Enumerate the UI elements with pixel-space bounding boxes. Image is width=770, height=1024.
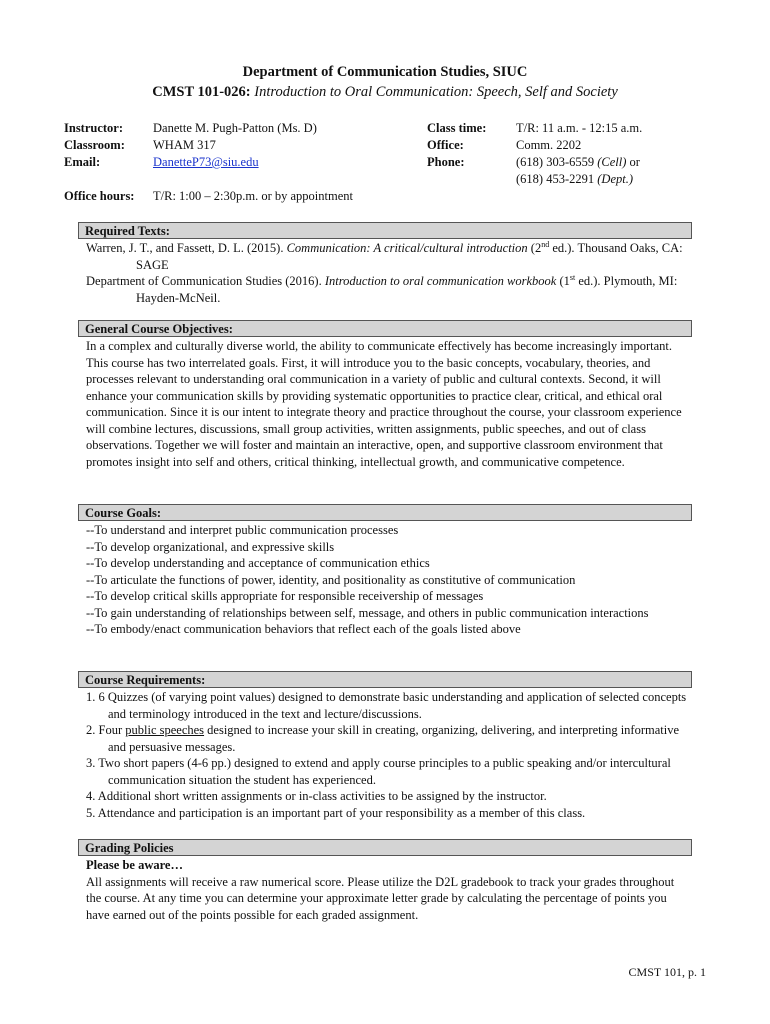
objectives-text: In a complex and culturally diverse world, the ability to communicate effectively has become increasingly important. This course has two interrelated goals. First, it will introduce you to the basic concepts, vocabulary, theories, and processes relevant to understanding oral communication in a variety of public and cultural contexts. Second, it will enhance your communication skills by providing systematic opportunities to practice clear, critical, and ethical oral communication. Since it is our intent to integrate theory and practice throughout the course, your classroom experience will combine lectures, discussions, small group activities, written assignments, public speeches, and out of class observations. Together we will foster and maintain an interactive, open, and supportive classroom environment that promotes insight into self and others, critical thinking, intellectual growth, and communicative competence. xyxy=(86,339,682,469)
goal-item: --To gain understanding of relationships between self, message, and others in public communication interactions xyxy=(86,605,649,620)
requirement-papers: 3. Two short papers (4-6 pp.) designed to extend and apply course principles to a public speaking and/or intercultural communication situation the student has experienced. xyxy=(86,756,671,787)
class-time-value: T/R: 11 a.m. - 12:15 a.m. xyxy=(516,121,643,135)
phone-label: Phone: xyxy=(427,155,465,169)
goal-item: --To embody/enact communication behaviors that reflect each of the goals listed above xyxy=(86,622,521,636)
ref1-publisher: ed.). Thousand Oaks, CA: SAGE xyxy=(136,241,683,272)
course-code: CMST 101-026: xyxy=(152,84,251,100)
office-label: Office: xyxy=(427,138,464,152)
ref2-edition: (1 xyxy=(556,274,570,288)
requirements-heading: Course Requirements: xyxy=(78,671,692,688)
course-title-line xyxy=(0,84,770,101)
course-title: Introduction to Oral Communication: Speech, Self and Society xyxy=(254,84,618,100)
phone-or: or xyxy=(629,155,640,169)
email-label: Email: xyxy=(64,155,101,169)
requirement-quizzes: 1. 6 Quizzes (of varying point values) designed to demonstrate basic understanding and application of selected concepts and terminology introduced in the text and lecture/discussions. xyxy=(86,690,687,721)
ref2-authors: Department of Communication Studies (2016). xyxy=(86,274,325,288)
req2-suffix: designed to increase your skill in creating, organizing, delivering, and interpreting informative and persuasive messages. xyxy=(108,723,680,754)
req2-prefix: 2. Four xyxy=(86,723,126,737)
required-texts-heading: Required Texts: xyxy=(78,222,692,239)
phone-dept-tag: (Dept.) xyxy=(597,172,633,186)
ref2-title: Introduction to oral communication workbook xyxy=(324,274,557,288)
classroom-label: Classroom: xyxy=(64,138,125,152)
phone-dept xyxy=(516,171,633,188)
goals-section xyxy=(78,504,692,638)
required-texts-section xyxy=(78,222,692,306)
goal-item: --To develop understanding and acceptance of communication ethics xyxy=(86,556,430,570)
ref2-sup: st xyxy=(569,272,576,282)
grading-text: All assignments will receive a raw numerical score. Please utilize the D2L gradebook to track your grades throughout the course. At any time you can determine your approximate letter grade by calculating the percentage of points you have earned out of the points possible for each graded assignment. xyxy=(86,874,675,922)
requirement-attendance: 5. Attendance and participation is an important part of your responsibility as a member of this class. xyxy=(86,805,586,820)
requirement-speeches xyxy=(86,722,692,755)
office-value: Comm. 2202 xyxy=(516,138,582,152)
phone-dept-number: (618) 453-2291 xyxy=(516,172,595,186)
goal-item: --To articulate the functions of power, identity, and positionality as constitutive of communication xyxy=(86,572,576,587)
ref1-edition: (2 xyxy=(527,241,542,255)
req2-underlined: public speeches xyxy=(125,723,205,737)
ref2-publisher: ed.). Plymouth, MI: Hayden-McNeil. xyxy=(136,274,678,305)
department-title: Department of Communication Studies, SIUC xyxy=(242,64,528,80)
office-hours-label: Office hours: xyxy=(64,189,135,203)
ref1-authors: Warren, J. T., and Fassett, D. L. (2015). xyxy=(86,241,287,255)
phone-cell xyxy=(516,154,640,171)
phone-cell-number: (618) 303-6559 xyxy=(516,155,595,169)
grading-subheading: Please be aware… xyxy=(86,858,183,872)
instructor-label: Instructor: xyxy=(64,121,124,135)
email-link[interactable]: DanetteP73@siu.edu xyxy=(153,155,259,169)
goal-item: --To develop critical skills appropriate for responsible receivership of messages xyxy=(86,589,484,603)
ref1-sup: nd xyxy=(541,239,550,249)
requirements-section xyxy=(78,671,692,821)
objectives-section xyxy=(78,320,692,470)
goal-item: --To develop organizational, and expressive skills xyxy=(86,539,335,554)
grading-section xyxy=(78,839,692,923)
reference-workbook xyxy=(86,273,692,306)
goal-item: --To understand and interpret public communication processes xyxy=(86,523,399,537)
instructor-value: Danette M. Pugh-Patton (Ms. D) xyxy=(153,121,317,135)
phone-cell-tag: (Cell) xyxy=(597,155,627,169)
classroom-value: WHAM 317 xyxy=(153,138,216,152)
ref1-title: Communication: A critical/cultural introduction xyxy=(286,241,528,255)
requirement-assignments: 4. Additional short written assignments or in-class activities to be assigned by the instructor. xyxy=(86,789,547,803)
reference-warren xyxy=(86,240,692,273)
class-time-label: Class time: xyxy=(427,121,487,135)
page-footer: CMST 101, p. 1 xyxy=(628,965,706,979)
office-hours-value: T/R: 1:00 – 2:30p.m. or by appointment xyxy=(153,189,353,203)
objectives-heading: General Course Objectives: xyxy=(78,320,692,337)
goals-heading: Course Goals: xyxy=(78,504,692,521)
grading-heading: Grading Policies xyxy=(78,839,692,856)
